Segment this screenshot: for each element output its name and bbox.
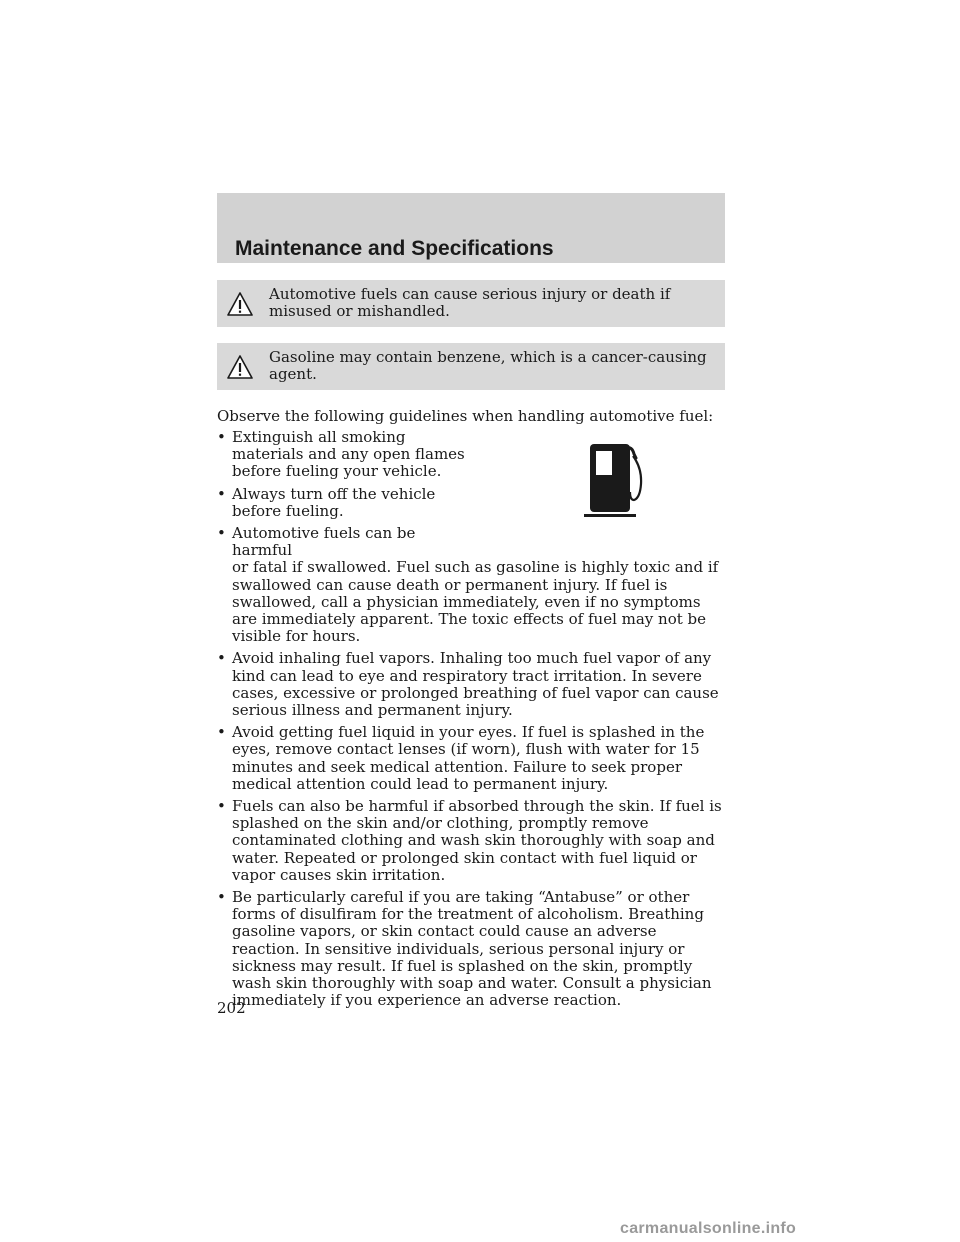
- warning-triangle-icon: [227, 355, 253, 379]
- section-title: Maintenance and Specifications: [235, 237, 554, 260]
- warning-text: Gasoline may contain benzene, which is a cancer-causing agent.: [269, 348, 707, 383]
- watermark: carmanualsonline.info: [620, 1220, 797, 1237]
- list-item: • Extinguish all smoking materials and any open flames before fueling your vehicle.: [217, 429, 477, 481]
- list-item: [217, 525, 725, 645]
- intro-paragraph: Observe the following guidelines when handling automotive fuel:: [217, 407, 714, 425]
- section-header: [217, 193, 725, 263]
- list-item: • Avoid inhaling fuel vapors. Inhaling too much fuel vapor of any kind can lead to eye and respiratory tract irritation. In severe cases, excessive or prolonged breathing of fuel vapor can cause serious illness and permanent injury.: [217, 650, 725, 719]
- warning-triangle-icon: [227, 292, 253, 316]
- fuel-guidelines-list: [217, 429, 725, 1015]
- list-item-text-first-line: • Automotive fuels can be harmful: [232, 524, 416, 560]
- page-number: 202: [217, 999, 246, 1017]
- list-item-text-rest: or fatal if swallowed. Fuel such as gasoline is highly toxic and if swallowed can cause death or permanent injury. If fuel is swallowed, call a physician immediately, even if no symptoms are immediately apparent. The toxic effects of fuel may not be visible for hours.: [232, 558, 719, 646]
- warning-box: [217, 343, 725, 390]
- list-item: • Be particularly careful if you are taking “Antabuse” or other forms of disulfiram for the treatment of alcoholism. Breathing gasoline vapors, or skin contact could cause an adverse reaction. In sensitive individuals, serious personal injury or sickness may result. If fuel is splashed on the skin, promptly wash skin thoroughly with soap and water. Consult a physician immediately if you experience an adverse reaction.: [217, 889, 725, 1009]
- warning-box: [217, 280, 725, 327]
- list-item: • Fuels can also be harmful if absorbed through the skin. If fuel is splashed on the skin and/or clothing, promptly remove contaminated clothing and wash skin thoroughly with soap and water. Repeated or prolonged skin contact with fuel liquid or vapor causes skin irritation.: [217, 798, 725, 884]
- list-item-text: [232, 525, 725, 645]
- list-item: • Always turn off the vehicle before fueling.: [217, 486, 477, 520]
- list-item: • Avoid getting fuel liquid in your eyes. If fuel is splashed in the eyes, remove contact lenses (if worn), flush with water for 15 minutes and seek medical attention. Failure to seek proper medical attention could lead to permanent injury.: [217, 724, 725, 793]
- warning-text: Automotive fuels can cause serious injury or death if misused or mishandled.: [269, 285, 671, 320]
